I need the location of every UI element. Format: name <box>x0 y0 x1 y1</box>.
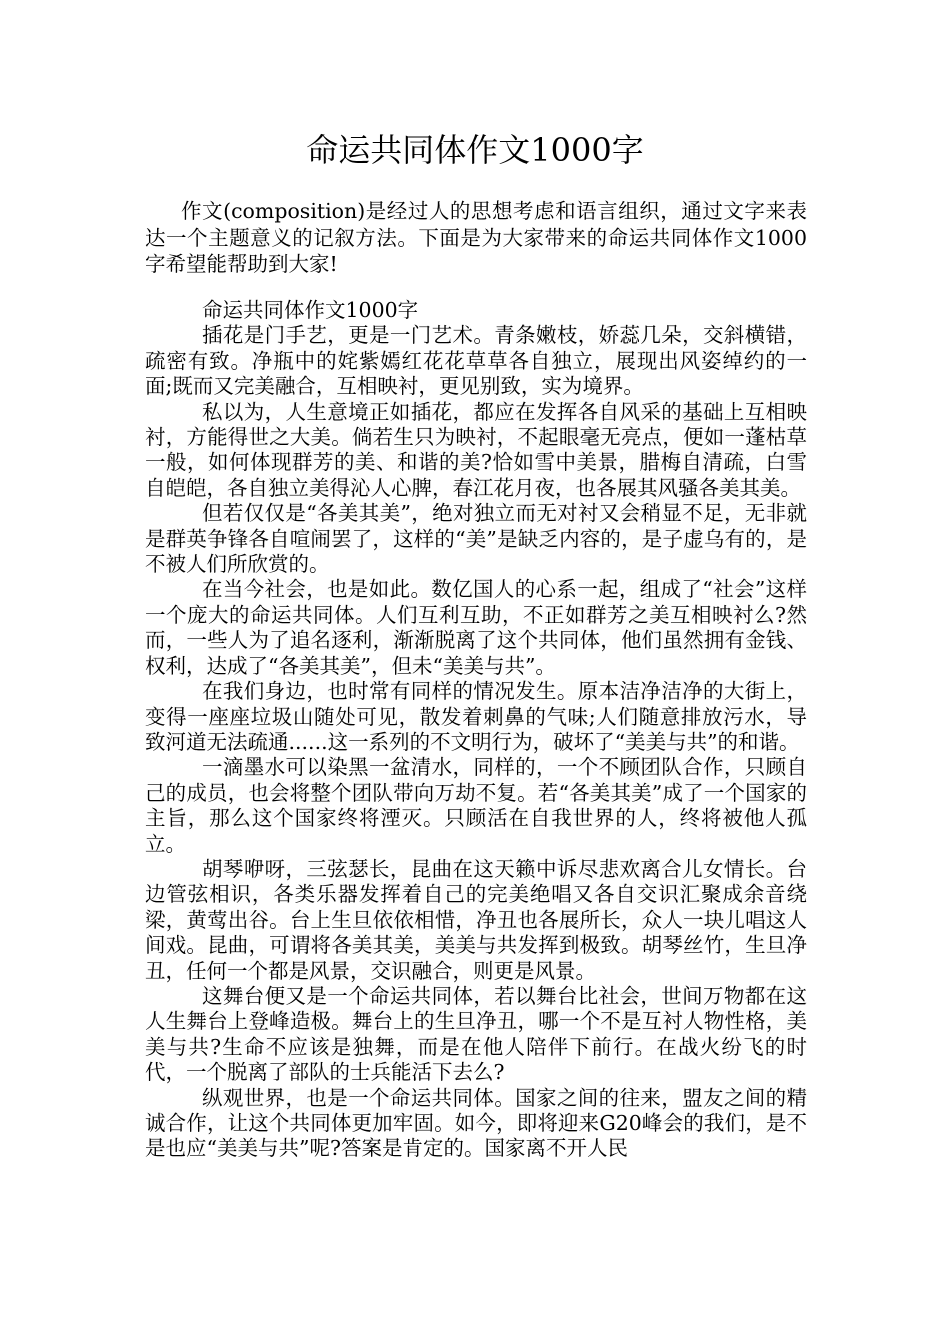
essay-subtitle: 命运共同体作文1000字 <box>202 298 419 322</box>
essay-paragraph: 插花是门手艺，更是一门艺术。青条嫩枝，娇蕊几朵，交斜横错，疏密有致。净瓶中的姹紫嫣红花花草草各自独立，展现出风姿绰约的一面;既而又完美融合，互相映衬，更见别致，实为境界。 <box>145 323 807 399</box>
essay-paragraph: 这舞台便又是一个命运共同体，若以舞台比社会，世间万物都在这人生舞台上登峰造极。舞台上的生旦净丑，哪一个不是互衬人物性格，美美与共?生命不应该是独舞，而是在他人陪伴下前行。在战火纷飞的时代，一个脱离了部队的士兵能活下去么? <box>145 983 807 1085</box>
intro-paragraph: 作文(composition)是经过人的思想考虑和语言组织，通过文字来表达一个主题意义的记叙方法。下面是为大家带来的命运共同体作文1000字希望能帮助到大家! <box>145 199 807 276</box>
essay-paragraph: 私以为，人生意境正如插花，都应在发挥各自风采的基础上互相映衬，方能得世之大美。倘若生只为映衬，不起眼毫无亮点，便如一蓬枯草一般，如何体现群芳的美、和谐的美?恰如雪中美景，腊梅自清疏，白雪自皑皑，各自独立美得沁人心脾，春江花月夜，也各展其风骚各美其美。 <box>145 399 807 500</box>
essay-paragraph: 一滴墨水可以染黑一盆清水，同样的，一个不顾团队合作，只顾自己的成员，也会将整个团队带向万劫不复。若“各美其美”成了一个国家的主旨，那么这个国家终将湮灭。只顾活在自我世界的人，终将被他人孤立。 <box>145 755 807 856</box>
essay-paragraph: 在当今社会，也是如此。数亿国人的心系一起，组成了“社会”这样一个庞大的命运共同体。人们互利互助，不正如群芳之美互相映衬么?然而，一些人为了追名逐利，渐渐脱离了这个共同体，他们虽然拥有金钱、权利，达成了“各美其美”，但未“美美与共”。 <box>145 577 807 678</box>
essay-paragraph: 在我们身边，也时常有同样的情况发生。原本洁净洁净的大街上，变得一座座垃圾山随处可见，散发着刺鼻的气味;人们随意排放污水，导致河道无法疏通......这一系列的不文明行为，破坏了“美美与共”的和谐。 <box>145 679 807 754</box>
essay-paragraph: 但若仅仅是“各美其美”，绝对独立而无对衬又会稍显不足，无非就是群英争锋各自喧闹罢了，这样的“美”是缺乏内容的，是子虚乌有的，是不被人们所欣赏的。 <box>145 501 807 577</box>
essay-paragraph: 胡琴咿呀，三弦瑟长，昆曲在这天籁中诉尽悲欢离合儿女情长。台边管弦相识，各类乐器发挥着自己的完美绝唱又各自交识汇聚成余音绕梁，黄莺出谷。台上生旦依依相惜，净丑也各展所长，众人一块儿唱这人间戏。昆曲，可谓将各美其美，美美与共发挥到极致。胡琴丝竹，生旦净丑，任何一个都是风景，交识融合，则更是风景。 <box>145 856 807 983</box>
essay-body <box>145 298 807 1162</box>
document-title: 命运共同体作文1000字 <box>306 131 644 169</box>
essay-paragraph: 纵观世界，也是一个命运共同体。国家之间的往来，盟友之间的精诚合作，让这个共同体更加牢固。如今，即将迎来G20峰会的我们，是不是也应“美美与共”呢?答案是肯定的。国家离不开人民 <box>145 1085 807 1161</box>
